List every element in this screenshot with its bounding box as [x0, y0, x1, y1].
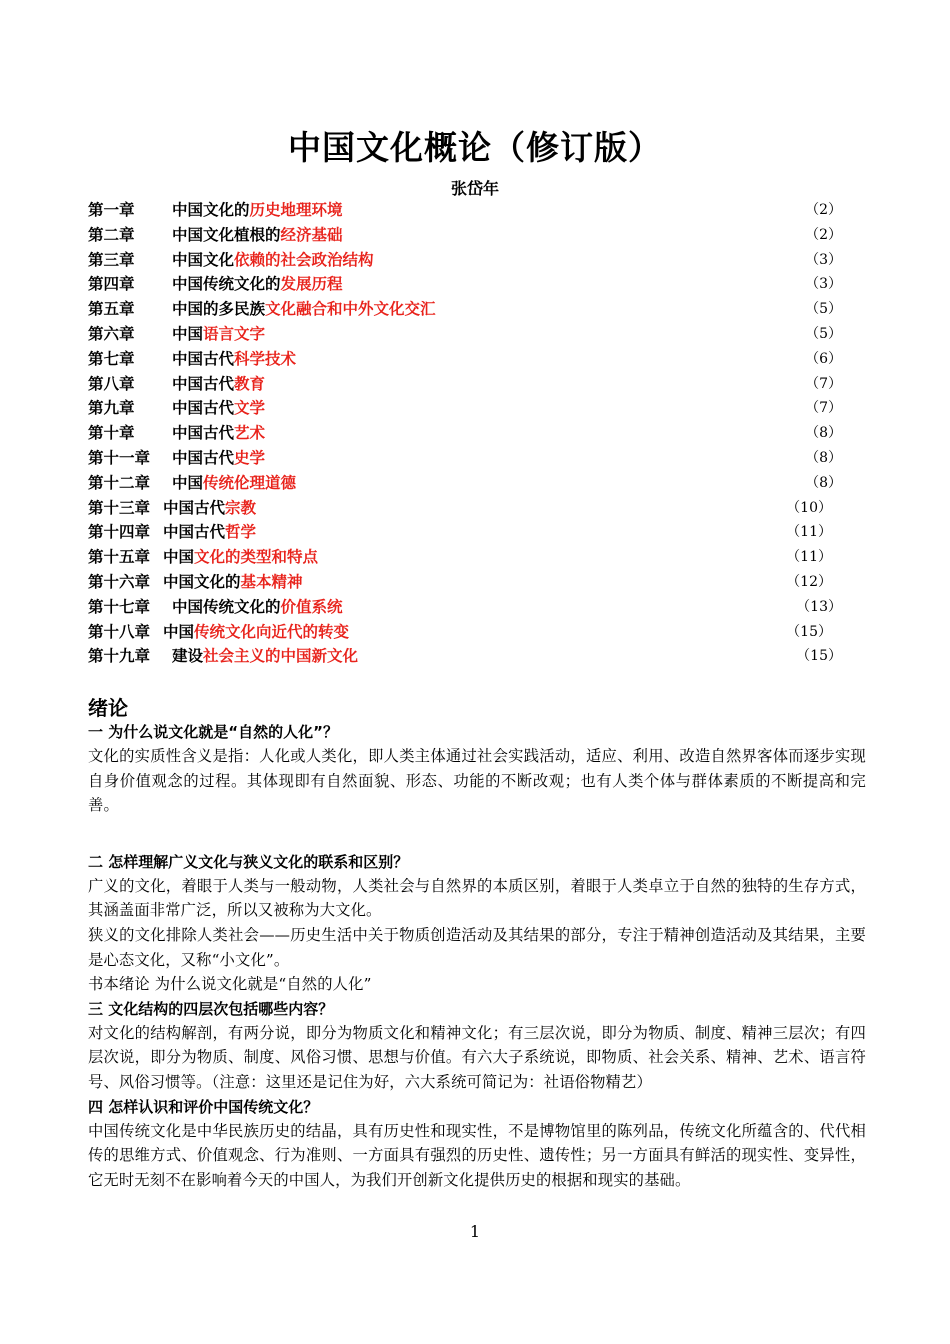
- toc-chapter-label: 第八章: [88, 374, 135, 393]
- toc-row: [88, 520, 848, 545]
- paragraph: 广义的文化，着眼于人类与一般动物，人类社会与自然界的本质区别，着眼于人类卓立于自然的独特的生存方式，其涵盖面非常广泛，所以又被称为大文化。: [88, 876, 866, 920]
- toc-chapter-label: 第十四章: [88, 523, 151, 542]
- toc-row: [88, 248, 848, 273]
- toc-title-highlight: 社会主义的中国新文化: [203, 647, 359, 666]
- toc-title-highlight: 基本精神: [240, 572, 303, 591]
- document-title: 中国文化概论（修订版）: [288, 128, 662, 167]
- toc-page-number: （10）: [786, 499, 832, 516]
- toc-row: [88, 297, 848, 322]
- toc-title-highlight: 文化的类型和特点: [194, 548, 319, 567]
- toc-title-prefix: 中国文化的: [163, 572, 241, 591]
- toc-title-highlight: 教育: [234, 374, 266, 393]
- toc-page-number: （15）: [786, 623, 832, 640]
- toc-title-prefix: 中国古代: [172, 448, 235, 467]
- question-1: 一 为什么说文化就是“自然的人化”？: [88, 723, 338, 741]
- toc-title-highlight: 历史地理环境: [249, 201, 343, 219]
- toc-chapter-label: 第十二章: [88, 473, 151, 492]
- toc-row: [88, 471, 848, 496]
- toc-title-prefix: 建设: [172, 647, 204, 666]
- toc-page-number: （2）: [805, 226, 842, 243]
- toc-page-number: （11）: [786, 524, 832, 541]
- toc-chapter-label: 第十七章: [88, 597, 151, 616]
- toc-title-highlight: 科学技术: [234, 349, 297, 368]
- toc-title-prefix: 中国古代: [163, 523, 226, 542]
- toc-title-highlight: 传统文化向近代的转变: [194, 622, 350, 641]
- toc-title-prefix: 中国古代: [172, 399, 235, 418]
- toc-title-prefix: 中国传统文化的: [172, 275, 281, 294]
- toc-title-highlight: 语言文字: [203, 324, 266, 343]
- toc-title-prefix: 中国古代: [172, 424, 235, 443]
- toc-title-prefix: 中国文化: [172, 250, 235, 269]
- toc-title-highlight: 史学: [234, 448, 266, 467]
- toc-chapter-label: 第十一章: [88, 448, 151, 467]
- toc-row: [88, 396, 848, 421]
- toc-title-prefix: 中国: [163, 548, 195, 567]
- toc-page-number: （8）: [805, 425, 842, 442]
- paragraph: 文化的实质性含义是指：人化或人类化，即人类主体通过社会实践活动，适应、利用、改造自然界客体而逐步实现自身价值观念的过程。其体现即有自然面貌、形态、功能的不断改观；也有人类个体与群体素质的不断提高和完善。: [88, 747, 866, 815]
- toc-chapter-label: 第四章: [88, 275, 135, 294]
- toc-row: [88, 347, 848, 372]
- toc-title-highlight: 发展历程: [280, 275, 343, 294]
- toc-title-highlight: 依赖的社会政治结构: [234, 250, 374, 269]
- toc-title-prefix: 中国文化的: [172, 201, 250, 219]
- toc-title-highlight: 传统伦理道德: [203, 473, 297, 492]
- toc-page-number: （5）: [805, 325, 842, 342]
- toc-chapter-label: 第五章: [88, 300, 135, 319]
- toc-page-number: （8）: [805, 449, 842, 466]
- toc-title-prefix: 中国古代: [172, 374, 235, 393]
- toc-page-number: （3）: [805, 251, 842, 268]
- section-heading: 绪论: [88, 696, 128, 720]
- toc-row: [88, 446, 848, 471]
- toc-chapter-label: 第十三章: [88, 498, 151, 517]
- toc-title-highlight: 文学: [234, 399, 266, 418]
- toc-chapter-label: 第十五章: [88, 548, 151, 567]
- toc-chapter-label: 第十章: [88, 424, 135, 443]
- toc-title-prefix: 中国: [172, 324, 204, 343]
- toc-title-prefix: 中国古代: [172, 349, 235, 368]
- toc-row: [88, 545, 848, 570]
- toc-title-prefix: 中国古代: [163, 498, 226, 517]
- toc-title-highlight: 哲学: [225, 523, 257, 542]
- spacer: [88, 818, 866, 850]
- toc-page-number: （11）: [786, 549, 832, 566]
- toc-row: [88, 496, 848, 521]
- question-3: 三 文化结构的四层次包括哪些内容？: [88, 999, 334, 1018]
- toc-title-highlight: 文化融合和中外文化交汇: [265, 300, 436, 319]
- toc-page-number: （6）: [805, 350, 842, 367]
- toc-row: [88, 198, 848, 223]
- toc-page-number: （7）: [805, 400, 842, 417]
- paragraph: 书本绪论 为什么说文化就是“自然的人化”: [88, 975, 372, 994]
- toc-page-number: （2）: [805, 202, 842, 218]
- toc-row: [88, 322, 848, 347]
- paragraph: 中国传统文化是中华民族历史的结晶，具有历史性和现实性，不是博物馆里的陈列品，传统文化所蕴含的、代代相传的思维方式、价值观念、行为准则、一方面具有强烈的历史性、遗传性；另一方面具有鲜活的现实性、变异性，它无时无刻不在影响着今天的中国人，为我们开创新文化提供历史的根据和现实的基础。: [88, 1121, 866, 1189]
- toc-chapter-label: 第一章: [88, 201, 135, 219]
- paragraph: 狭义的文化排除人类社会——历史生活中关于物质创造活动及其结果的部分，专注于精神创造活动及其结果，主要是心态文化，又称“小文化”。: [88, 925, 866, 969]
- toc-page-number: （5）: [805, 301, 842, 318]
- toc-chapter-label: 第七章: [88, 349, 135, 368]
- toc-title-prefix: 中国的多民族: [172, 300, 266, 319]
- question-4: 四 怎样认识和评价中国传统文化？: [88, 1097, 319, 1116]
- toc-row: [88, 644, 848, 669]
- toc-chapter-label: 第十六章: [88, 572, 151, 591]
- question-2: 二 怎样理解广义文化与狭义文化的联系和区别？: [88, 852, 409, 871]
- toc-title-prefix: 中国传统文化的: [172, 597, 281, 616]
- toc-row: [88, 595, 848, 620]
- toc-page-number: （8）: [805, 474, 842, 491]
- toc-title-highlight: 艺术: [234, 424, 266, 443]
- page-number: 1: [469, 1222, 481, 1241]
- toc-page-number: （12）: [786, 573, 832, 590]
- toc-chapter-label: 第六章: [88, 324, 135, 343]
- toc-title-prefix: 中国文化植根的: [172, 225, 281, 244]
- toc-row: [88, 272, 848, 297]
- toc-page-number: （7）: [805, 375, 842, 392]
- toc-title-prefix: 中国: [172, 473, 204, 492]
- toc-chapter-label: 第十八章: [88, 622, 151, 641]
- toc-row: [88, 620, 848, 645]
- toc-title-prefix: 中国: [163, 622, 195, 641]
- toc-row: [88, 570, 848, 595]
- intro-body: [88, 720, 866, 1192]
- toc-title-highlight: 宗教: [225, 498, 257, 517]
- toc-page-number: （3）: [805, 276, 842, 293]
- toc-page-number: （13）: [796, 598, 842, 615]
- table-of-contents: [88, 198, 848, 669]
- toc-chapter-label: 第九章: [88, 399, 135, 418]
- document-author: 张岱年: [450, 179, 499, 198]
- toc-title-highlight: 价值系统: [280, 597, 343, 616]
- toc-title-highlight: 经济基础: [280, 225, 343, 244]
- toc-row: [88, 223, 848, 248]
- toc-chapter-label: 第十九章: [88, 647, 151, 666]
- toc-page-number: （15）: [796, 648, 842, 665]
- toc-chapter-label: 第二章: [88, 225, 135, 244]
- paragraph: 对文化的结构解剖，有两分说，即分为物质文化和精神文化；有三层次说，即分为物质、制度、精神三层次；有四层次说，即分为物质、制度、风俗习惯、思想与价值。有六大子系统说，即物质、社会关系、精神、艺术、语言符号、风俗习惯等。（注意：这里还是记住为好，六大系统可简记为：社语俗物精艺）: [88, 1023, 866, 1091]
- toc-row: [88, 421, 848, 446]
- toc-row: [88, 372, 848, 397]
- toc-chapter-label: 第三章: [88, 250, 135, 269]
